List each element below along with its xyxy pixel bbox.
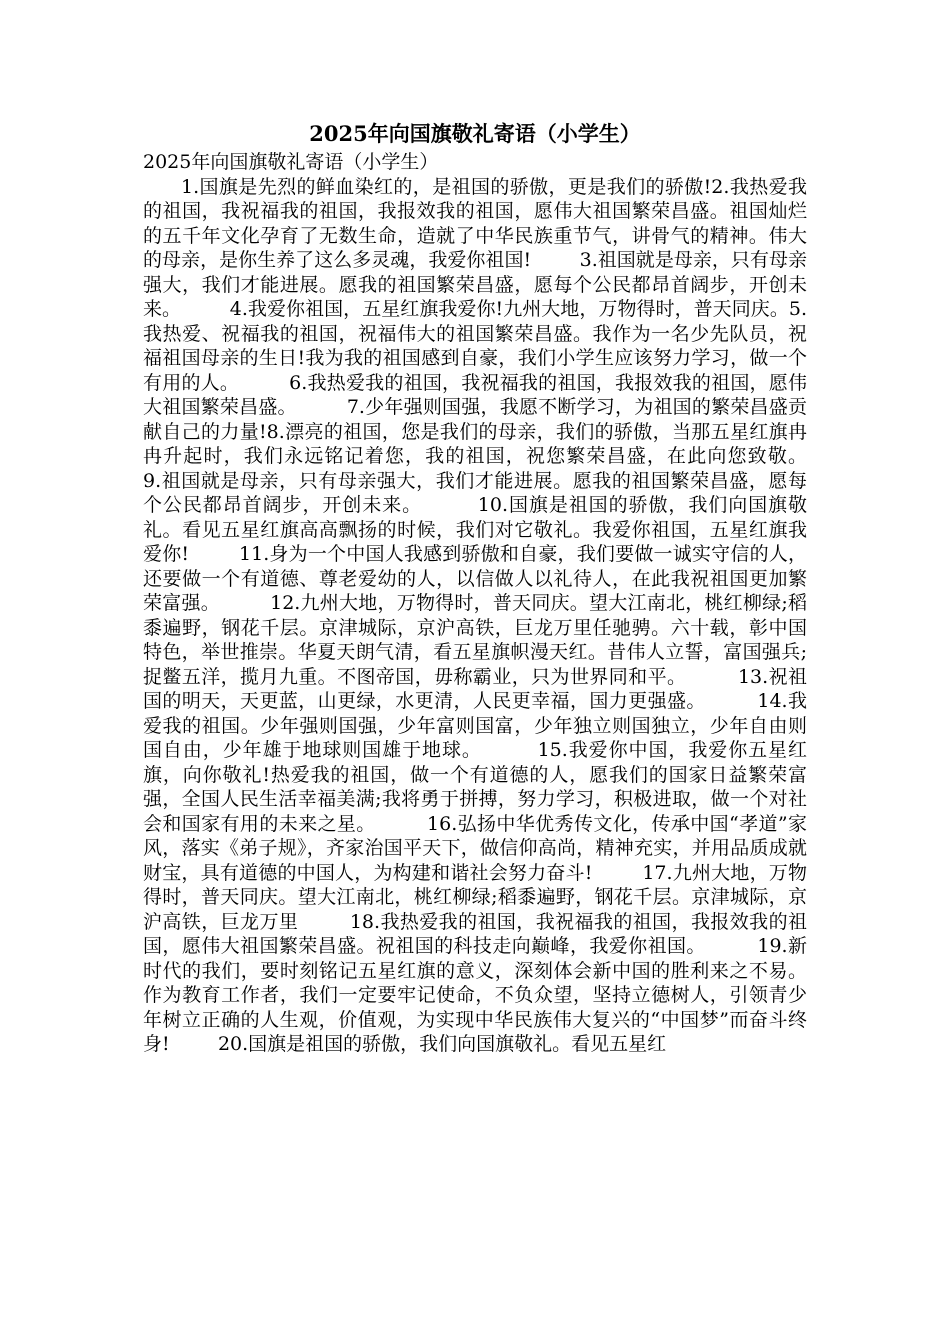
- document-title: 2025年向国旗敬礼寄语（小学生）: [309, 121, 641, 146]
- document-subtitle: 2025年向国旗敬礼寄语（小学生）: [143, 151, 439, 173]
- document-page: [143, 118, 856, 1057]
- document-body: 1.国旗是先烈的鲜血染红的，是祖国的骄傲，更是我们的骄傲!2.我热爱我的祖国，我祝福我的祖国，我报效我的祖国，愿伟大祖国繁荣昌盛。祖国灿烂的五千年文化孕育了无数生命，造就了中华民族重节气，讲骨气的精神。伟大的母亲，是你生养了这么多灵魂，我爱你祖国! 3.祖国就是母亲，只有母亲强大，我们才能进展。愿我的祖国繁荣昌盛，愿每个公民都昂首阔步，开创未来。 4.我爱你祖国，五星红旗我爱你!九州大地，万物得时，普天同庆。5.我热爱、祝福我的祖国，祝福伟大的祖国繁荣昌盛。我作为一名少先队员，祝福祖国母亲的生日!我为我的祖国感到自豪，我们小学生应该努力学习，做一个有用的人。 6.我热爱我的祖国，我祝福我的祖国，我报效我的祖国，愿伟大祖国繁荣昌盛。 7.少年强则国强，我愿不断学习，为祖国的繁荣昌盛贡献自己的力量!8.漂亮的祖国，您是我们的母亲，我们的骄傲，当那五星红旗冉冉升起时，我们永远铭记着您，我的祖国，祝您繁荣昌盛，在此向您致敬。 9.祖国就是母亲，只有母亲强大，我们才能进展。愿我的祖国繁荣昌盛，愿每个公民都昂首阔步，开创未来。 10.国旗是祖国的骄傲，我们向国旗敬礼。看见五星红旗高高飘扬的时候，我们对它敬礼。我爱你祖国，五星红旗我爱你! 11.身为一个中国人我感到骄傲和自豪，我们要做一诚实守信的人，还要做一个有道德、尊老爱幼的人，以信做人以礼待人，在此我祝祖国更加繁荣富强。 12.九州大地，万物得时，普天同庆。望大江南北，桃红柳绿;稻黍遍野，钢花千层。京津城际，京沪高铁，巨龙万里任驰骋。六十载，彰中国特色，举世推崇。华夏天朗气清，看五星旗帜漫天红。昔伟人立誓，富国强兵;捉鳖五洋，揽月九重。不图帝国，毋称霸业，只为世界同和平。 13.祝祖国的明天，天更蓝，山更绿，水更清，人民更幸福，国力更强盛。 14.我爱我的祖国。少年强则国强，少年富则国富，少年独立则国独立，少年自由则国自由，少年雄于地球则国雄于地球。 15.我爱你中国，我爱你五星红旗，向你敬礼!热爱我的祖国，做一个有道德的人，愿我们的国家日益繁荣富强，全国人民生活幸福美满;我将勇于拼搏，努力学习，积极进取，做一个对社会和国家有用的未来之星。 16.弘扬中华优秀传文化，传承中国“孝道”家风，落实《弟子规》，齐家治国平天下，做信仰高尚，精神充实，并用品质成就财宝，具有道德的中国人，为构建和谐社会努力奋斗! 17.九州大地，万物得时，普天同庆。望大江南北，桃红柳绿;稻黍遍野，钢花千层。京津城际，京沪高铁，巨龙万里 18.我热爱我的祖国，我祝福我的祖国，我报效我的祖国，愿伟大祖国繁荣昌盛。祝祖国的科技走向巅峰，我爱你祖国。 19.新时代的我们，要时刻铭记五星红旗的意义，深刻体会新中国的胜利来之不易。作为教育工作者，我们一定要牢记使命，不负众望，坚持立德树人，引领青少年树立正确的人生观，价值观，为实现中华民族伟大复兴的“中国梦”而奋斗终身! 20.国旗是祖国的骄傲，我们向国旗敬礼。看见五星红: [143, 175, 856, 1055]
